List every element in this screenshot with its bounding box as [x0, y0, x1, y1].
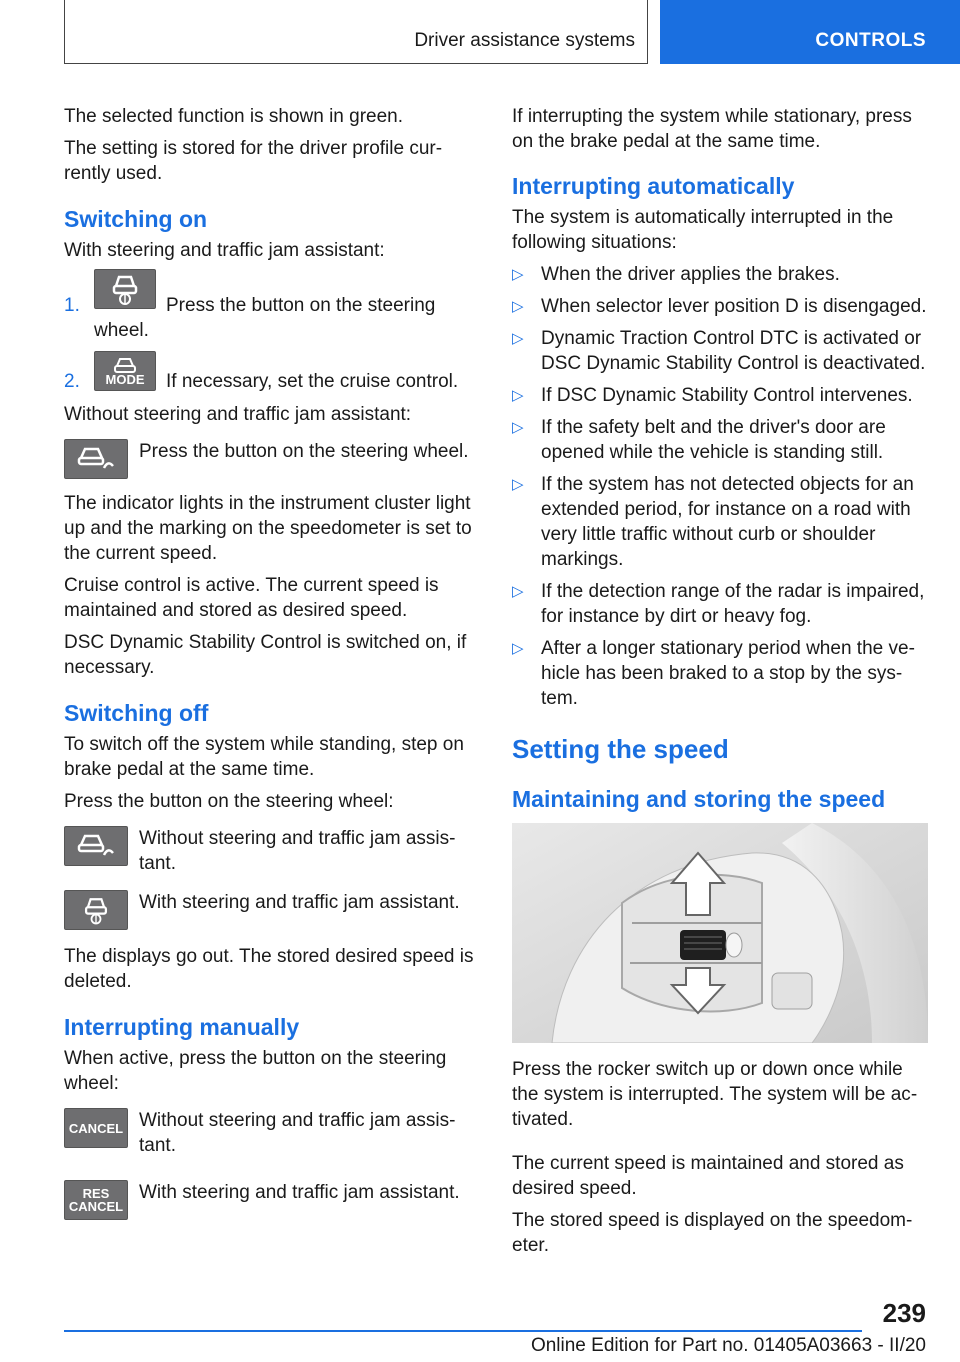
paragraph: With steering and traffic jam assistant:: [64, 240, 385, 261]
heading-interrupting-manually: Interrupting manually: [64, 1014, 300, 1040]
row-text: With steering and traffic jam assistant.: [139, 1182, 460, 1203]
bullet-icon: ▷: [512, 330, 524, 347]
heading-maintaining-storing-speed: Maintaining and storing the speed: [512, 786, 886, 812]
heading-interrupting-automatically: Interrupting automatically: [512, 173, 795, 199]
cruise-control-button-icon: [64, 439, 128, 479]
steering-assist-button-icon: [94, 269, 156, 309]
paragraph: The setting is stored for the driver profile currently used.: [64, 138, 443, 184]
list-item: ▷ Dynamic Traction Control DTC is activated or DSC Dynamic Stability Control is deactivated.: [512, 328, 926, 374]
cancel-label: CANCEL: [68, 1199, 124, 1214]
list-item: ▷ If DSC Dynamic Stability Control intervenes.: [512, 385, 913, 406]
cancel-label: CANCEL: [68, 1120, 124, 1136]
step-2: [64, 351, 479, 394]
bullet-icon: ▷: [512, 266, 524, 283]
icon-row: [64, 826, 479, 876]
header-section-box: [64, 0, 648, 64]
paragraph: The indicator lights in the instrument cluster light up and the marking on the speedometer is set to the current speed.: [64, 493, 472, 564]
header-section-title: Driver assistance systems: [414, 30, 635, 51]
list-item: ▷ If the system has not detected objects for an extended period, for instance on a road with very little traffic without curb or shoulder markings.: [512, 474, 914, 570]
bullet-icon: ▷: [512, 476, 524, 493]
list-item: ▷ When selector lever position D is disengaged.: [512, 296, 927, 317]
list-item: ▷ If the safety belt and the driver's door are opened while the vehicle is standing still.: [512, 417, 886, 463]
paragraph: If interrupting the system while stationary, press on the brake pedal at the same time.: [512, 106, 912, 152]
footer-divider: [64, 1330, 862, 1332]
icon-row: [64, 1180, 479, 1220]
bullet-icon: ▷: [512, 419, 524, 436]
page-number: 239: [882, 1298, 926, 1328]
paragraph: The system is automatically interrupted in the following situations:: [512, 207, 894, 253]
icon-row: [64, 439, 479, 479]
paragraph: To switch off the system while standing, step on brake pedal at the same time.: [64, 734, 464, 780]
rocker-switch-illustration: [512, 823, 928, 1043]
paragraph: Cruise control is active. The current speed is maintained and stored as desired speed.: [64, 575, 439, 621]
paragraph: The selected function is shown in green.: [64, 106, 404, 127]
heading-switching-on: Switching on: [64, 206, 208, 232]
cruise-control-button-icon: [64, 826, 128, 866]
steering-assist-button-icon: [64, 890, 128, 930]
list-item: ▷ When the driver applies the brakes.: [512, 264, 840, 285]
heading-switching-off: Switching off: [64, 700, 209, 726]
steering-wheel-rocker-icon: [512, 823, 928, 1043]
paragraph: Press the button on the steering wheel:: [64, 791, 394, 812]
paragraph: The stored speed is displayed on the speedometer.: [512, 1210, 913, 1256]
icon-row: [64, 890, 479, 930]
list-item: ▷ If the detection range of the radar is impaired, for instance by dirt or heavy fog.: [512, 581, 925, 627]
step-text: If necessary, set the cruise control.: [166, 371, 459, 392]
paragraph: Press the rocker switch up or down once while the system is interrupted. The system will be activated.: [512, 1059, 918, 1130]
paragraph: The current speed is maintained and stored as desired speed.: [512, 1153, 904, 1199]
row-text: With steering and traffic jam assistant.: [139, 892, 460, 913]
step-number: 1.: [64, 295, 80, 316]
res-label: RES: [82, 1186, 110, 1201]
footer-edition: Online Edition for Part no. 01405A03663 - II/20: [530, 1335, 926, 1356]
bullet-icon: ▷: [512, 583, 524, 600]
header-chapter-title: CONTROLS: [815, 30, 926, 51]
row-text: Press the button on the steering wheel.: [139, 441, 469, 462]
paragraph: When active, press the button on the steering wheel:: [64, 1048, 447, 1094]
step-number: 2.: [64, 371, 80, 392]
mode-label: MODE: [105, 371, 145, 387]
paragraph: The displays go out. The stored desired speed is deleted.: [64, 946, 474, 992]
mode-button-icon: [94, 351, 156, 391]
row-text: Without steering and traffic jam assistant.: [139, 1110, 456, 1156]
situations-list: [512, 262, 930, 711]
paragraph: DSC Dynamic Stability Control is switched on, if necessary.: [64, 632, 467, 678]
row-text: Without steering and traffic jam assistant.: [139, 828, 456, 874]
left-column: [64, 104, 479, 1230]
res-cancel-button-icon: [64, 1180, 128, 1220]
step-1: [64, 275, 479, 343]
header-chapter-tab: [660, 0, 960, 64]
icon-row: [64, 1108, 479, 1158]
cancel-button-icon: [64, 1108, 128, 1148]
right-column: [512, 104, 930, 1265]
step-text: Press the button on the steering wheel.: [94, 295, 436, 341]
list-item: ▷ After a longer stationary period when the vehicle has been braked to a stop by the system.: [512, 638, 915, 709]
paragraph: Without steering and traffic jam assistant:: [64, 404, 412, 425]
bullet-icon: ▷: [512, 298, 524, 315]
bullet-icon: ▷: [512, 640, 524, 657]
bullet-icon: ▷: [512, 387, 524, 404]
heading-setting-the-speed: Setting the speed: [512, 734, 729, 764]
